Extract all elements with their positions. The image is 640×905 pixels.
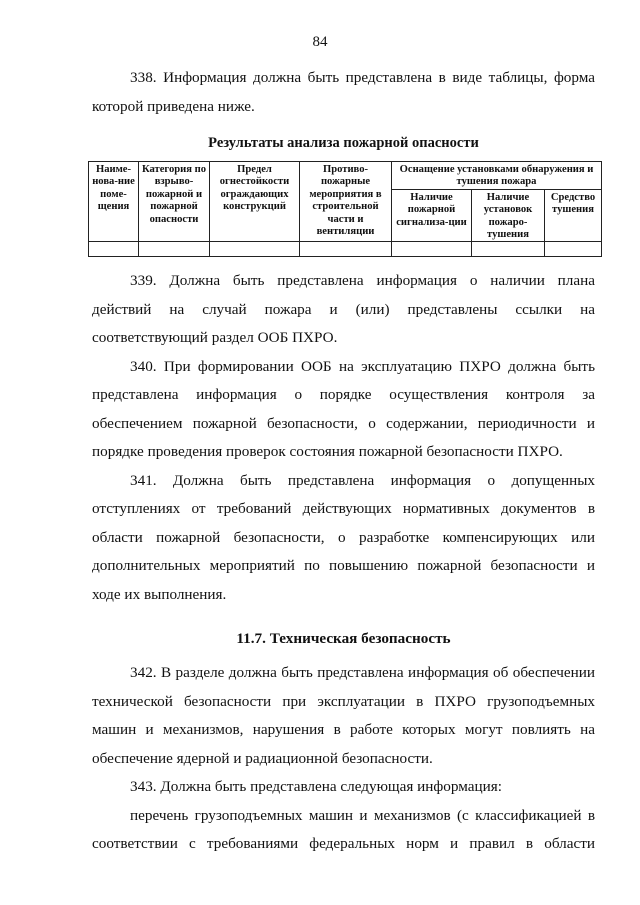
header-extinguishing-units: Наличие установок пожаро-тушения (472, 189, 545, 242)
table-cell (89, 242, 139, 257)
table-cell (139, 242, 210, 257)
table-cell (545, 242, 602, 257)
paragraph-list-item: перечень грузоподъемных машин и механизмов (с классификацией в соответствии с требованиями федеральных норм и правил в области (92, 806, 595, 853)
paragraph-341: 341. Должна быть представлена информация о допущенных отступлениях от требований действующих нормативных документов в области пожарной безопасности, о разработке компенсирующих или дополнительных мероприятий по повышению пожарной безопасности и ходе их выполнения. (92, 471, 595, 603)
table-cell (472, 242, 545, 257)
header-category: Категория по взрыво-пожарной и пожарной опасности (139, 162, 210, 242)
header-fire-measures: Противо-пожарные мероприятия в строительной части и вентиляции (300, 162, 392, 242)
header-extinguishing-agent: Средство тушения (545, 189, 602, 242)
paragraph-340: 340. При формировании ООБ на эксплуатацию ПХРО должна быть представлена информация о порядке осуществления контроля за обеспечением пожарной безопасности, о содержании, периодичности и порядке проведения проверок состояния пожарной безопасности ПХРО. (92, 357, 595, 461)
header-equipment-group: Оснащение установками обнаружения и тушения пожара (392, 162, 602, 190)
header-fire-resistance: Предел огнестойкости ограждающих конструкций (210, 162, 300, 242)
header-fire-alarm: Наличие пожарной сигнализа-ции (392, 189, 472, 242)
table-cell (392, 242, 472, 257)
page-number: 84 (312, 34, 328, 50)
document-body (92, 64, 595, 859)
table-header-row (89, 162, 602, 190)
table-cell (300, 242, 392, 257)
paragraph-343: 343. Должна быть представлена следующая информация: (130, 778, 502, 796)
table-cell (210, 242, 300, 257)
header-room-name: Наиме-нова-ние поме-щения (89, 162, 139, 242)
table-empty-row (89, 242, 602, 257)
paragraph-339: 339. Должна быть представлена информация о наличии плана действий на случай пожара и (или) представлены ссылки на соответствующий раздел ООБ ПХРО. (92, 272, 595, 347)
section-heading: 11.7. Техническая безопасность (236, 630, 451, 648)
fire-analysis-table (88, 161, 602, 257)
table-title: Результаты анализа пожарной опасности (208, 135, 479, 151)
paragraph-338: 338. Информация должна быть представлена в виде таблицы, форма которой приведена ниже. (92, 69, 595, 115)
paragraph-342: 342. В разделе должна быть представлена информация об обеспечении технической безопасности при эксплуатации в ПХРО грузоподъемных машин и механизмов, нарушения в работе которых могут повлиять на обеспечение ядерной и радиационной безопасности. (92, 664, 595, 767)
